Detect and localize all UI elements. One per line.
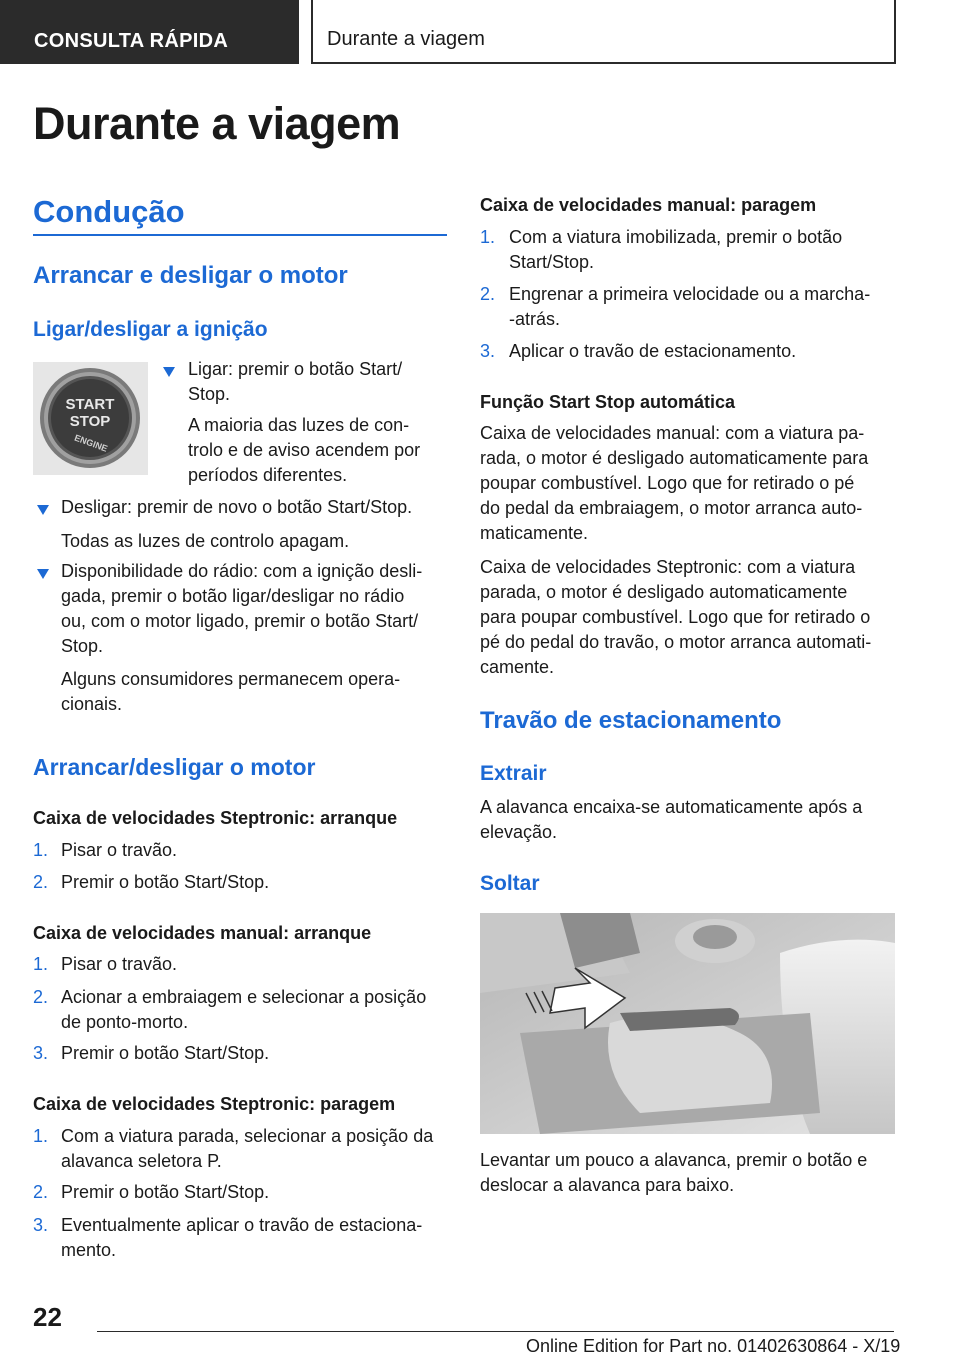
step-number: 1. <box>33 954 49 974</box>
step-text: -atrás. <box>509 309 561 329</box>
handbrake-photo <box>480 913 895 1134</box>
step-text: Eventualmente aplicar o travão de estaciona- <box>61 1215 423 1235</box>
step-text: Aplicar o travão de estacionamento. <box>509 341 797 361</box>
paragraph-line: deslocar a alavanca para baixo. <box>480 1175 735 1195</box>
bullet-text: ou, com o motor ligado, premir o botão Start/ <box>61 611 419 631</box>
paragraph-line: maticamente. <box>480 523 589 543</box>
engine-label: ENGINE <box>73 432 109 454</box>
step-text: Premir o botão Start/Stop. <box>61 1043 270 1063</box>
page-number: 22 <box>33 1302 62 1332</box>
bullet-text: períodos diferentes. <box>188 465 348 485</box>
footer-edition-text: Online Edition for Part no. 01402630864 - X/19 <box>526 1336 901 1356</box>
step-number: 2. <box>480 284 496 304</box>
paragraph-line: rada, o motor é desligado automaticamente para <box>480 448 869 468</box>
heading-arrancar-desligar: Arrancar e desligar o motor <box>33 262 348 289</box>
header-tabbar <box>0 0 960 66</box>
bullet-text: Stop. <box>61 636 104 656</box>
paragraph-line: para poupar combustível. Logo que for retirado o <box>480 607 871 627</box>
bullet-text: trolo e de aviso acendem por <box>188 440 421 460</box>
paragraph-line: camente. <box>480 657 555 677</box>
step-number: 1. <box>480 227 496 247</box>
heading-extrair: Extrair <box>480 762 547 785</box>
step-text: Premir o botão Start/Stop. <box>61 872 270 892</box>
step-text: Pisar o travão. <box>61 840 178 860</box>
bullet-triangle-icon <box>37 569 49 579</box>
bullet-text: A maioria das luzes de con- <box>188 415 410 435</box>
paragraph-line: elevação. <box>480 822 558 842</box>
section-tab[interactable]: CONSULTA RÁPIDA <box>0 0 299 64</box>
step-number: 2. <box>33 1182 49 1202</box>
bullet-text: Todas as luzes de controlo apagam. <box>61 531 350 551</box>
step-text: Engrenar a primeira velocidade ou a marcha- <box>509 284 871 304</box>
heading-arrancar-desligar-motor: Arrancar/desligar o motor <box>33 754 316 780</box>
step-number: 3. <box>33 1215 49 1235</box>
bullet-text: Alguns consumidores permanecem opera- <box>61 669 401 689</box>
start-stop-button-image <box>33 362 148 475</box>
step-text: de ponto-morto. <box>61 1012 189 1032</box>
start-label: START <box>65 396 115 413</box>
step-number: 3. <box>33 1043 49 1063</box>
step-text: Com a viatura parada, selecionar a posição da <box>61 1126 434 1146</box>
stop-label: STOP <box>69 413 111 430</box>
step-text: mento. <box>61 1240 117 1260</box>
heading-rule <box>33 234 447 236</box>
step-number: 1. <box>33 1126 49 1146</box>
subheading: Caixa de velocidades Steptronic: paragem <box>33 1094 396 1114</box>
paragraph-line: poupar combustível. Logo que for retirado o pé <box>480 473 855 493</box>
heading-travao-estacionamento: Travão de estacionamento <box>480 707 782 734</box>
subheading: Caixa de velocidades manual: arranque <box>33 923 372 943</box>
subheading: Caixa de velocidades manual: paragem <box>480 195 817 215</box>
paragraph-line: pé do pedal do travão, o motor arranca automati- <box>480 632 872 652</box>
step-text: Com a viatura imobilizada, premir o botão <box>509 227 843 247</box>
paragraph-line: Levantar um pouco a alavanca, premir o botão e <box>480 1150 868 1170</box>
heading-soltar: Soltar <box>480 872 540 895</box>
heading-ligar-desligar-ignicao: Ligar/desligar a ignição <box>33 318 268 341</box>
paragraph-line: Caixa de velocidades Steptronic: com a viatura <box>480 557 856 577</box>
paragraph-line: do pedal da embraiagem, o motor arranca auto- <box>480 498 863 518</box>
paragraph-line: parada, o motor é desligado automaticamente <box>480 582 848 602</box>
bullet-text: cionais. <box>61 694 123 714</box>
step-text: Acionar a embraiagem e selecionar a posição <box>61 987 427 1007</box>
step-number: 3. <box>480 341 496 361</box>
page-tab[interactable]: Durante a viagem <box>311 0 896 64</box>
subheading: Caixa de velocidades Steptronic: arranque <box>33 808 398 828</box>
paragraph-line: A alavanca encaixa-se automaticamente após a <box>480 797 863 817</box>
step-text: alavanca seletora P. <box>61 1151 222 1171</box>
section-heading-conducao: Condução <box>33 194 185 229</box>
subheading: Função Start Stop automática <box>480 392 736 412</box>
step-text: Start/Stop. <box>509 252 595 272</box>
bullet-triangle-icon <box>37 505 49 515</box>
step-number: 1. <box>33 840 49 860</box>
bullet-text: Disponibilidade do rádio: com a ignição desli- <box>61 561 423 581</box>
bullet-text: Ligar: premir o botão Start/ <box>188 359 403 379</box>
page-title: Durante a viagem <box>33 98 401 149</box>
step-text: Pisar o travão. <box>61 954 178 974</box>
step-number: 2. <box>33 872 49 892</box>
paragraph-line: Caixa de velocidades manual: com a viatura pa- <box>480 423 865 443</box>
bullet-text: Stop. <box>188 384 231 404</box>
step-number: 2. <box>33 987 49 1007</box>
bullet-text: gada, premir o botão ligar/desligar no rádio <box>61 586 405 606</box>
footer-rule <box>97 1331 894 1332</box>
bullet-triangle-icon <box>163 367 175 377</box>
step-text: Premir o botão Start/Stop. <box>61 1182 270 1202</box>
bullet-text: Desligar: premir de novo o botão Start/Stop. <box>61 497 413 517</box>
